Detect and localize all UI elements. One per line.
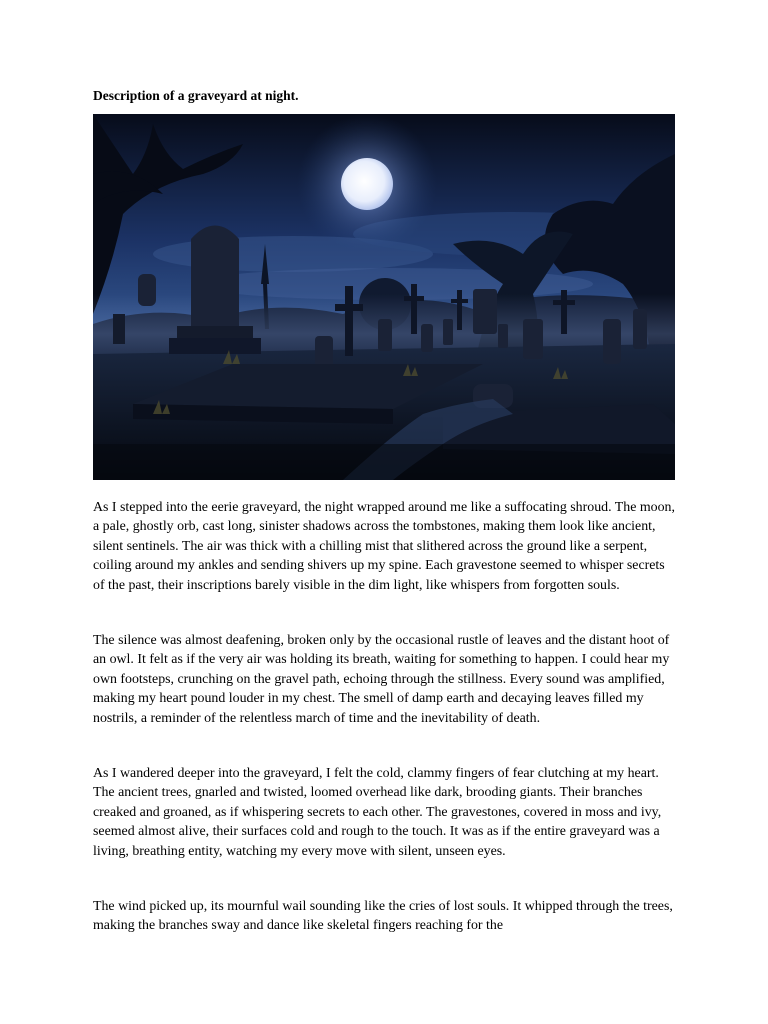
document-title: Description of a graveyard at night. [93, 88, 299, 103]
paragraph: As I wandered deeper into the graveyard, I felt the cold, clammy fingers of fear clutching at my heart. The ancient trees, gnarled and twisted, loomed overhead like dark, brooding giants. Their branches creaked and groaned, as if whispering secrets to each other. The gravestones, covered in moss and ivy, seemed almost alive, their surfaces cold and rough to the touch. It was as if the entire graveyard was a living, breathing entity, watching my every move with silent, unseen eyes. [93, 766, 662, 859]
paragraph: The silence was almost deafening, broken only by the occasional rustle of leaves and the distant hoot of an owl. It felt as if the very air was holding its breath, waiting for something to happen. I could hear my own footsteps, crunching on the gravel path, echoing through the stillness. Every sound was amplified, making my heart pound louder in my chest. The smell of damp earth and decaying leaves filled my nostrils, a reminder of the relentless march of time and the inevitability of death. [93, 633, 670, 726]
graveyard-illustration [93, 114, 675, 480]
paragraph: As I stepped into the eerie graveyard, the night wrapped around me like a suffocating shroud. The moon, a pale, ghostly orb, cast long, sinister shadows across the tombstones, making them look like ancient, silent sentinels. The air was thick with a chilling mist that slithered across the ground like a serpent, coiling around my ankles and sending shivers up my spine. Each gravestone seemed to whisper secrets of the past, their inscriptions barely visible in the dim light, like whispers from forgotten souls. [93, 500, 675, 593]
paragraph: The wind picked up, its mournful wail sounding like the cries of lost souls. It whipped through the trees, making the branches sway and dance like skeletal fingers reaching for the [93, 899, 673, 934]
